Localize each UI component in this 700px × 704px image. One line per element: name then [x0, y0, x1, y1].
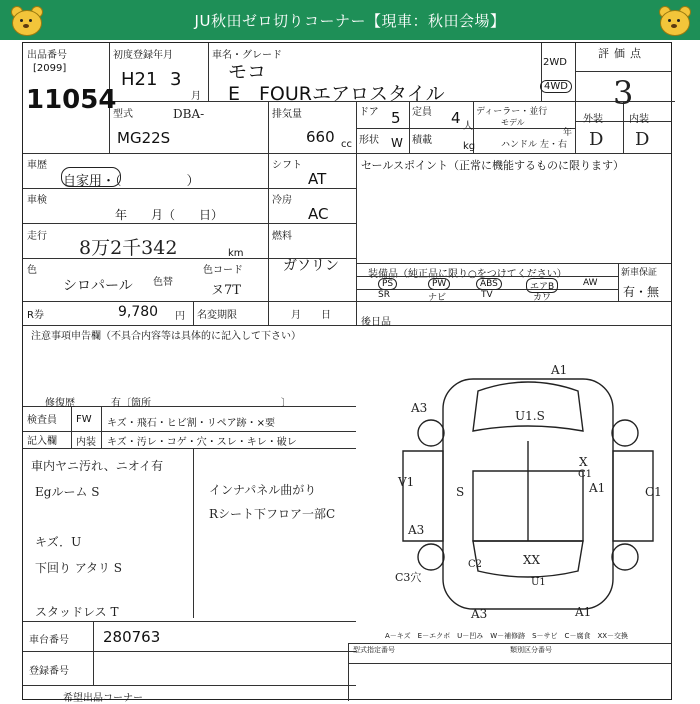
equip-abs: ABS — [476, 278, 502, 290]
equip-sr: SR — [378, 290, 390, 300]
mark-s: S — [456, 485, 465, 499]
mark-v1: V1 — [398, 475, 415, 489]
equip-label: 装備品（純正品に限り○をつけてください） — [368, 269, 567, 280]
header-bar — [0, 0, 700, 40]
mark-xx: XX — [523, 553, 541, 567]
recycle-value: 9,780 — [118, 304, 159, 320]
equip-ps: PS — [378, 278, 397, 290]
new-warranty-label: 新車保証 — [621, 268, 658, 278]
fuel-value: ガソリン — [283, 258, 339, 274]
load-label: 積載 — [412, 135, 432, 146]
disp-label: 排気量 — [272, 109, 302, 120]
mark-a1-side: A1 — [589, 481, 606, 495]
handle-value: 左・右 — [540, 140, 568, 150]
model-year-label: モデル — [501, 118, 525, 127]
recycle-label: R券 — [27, 310, 44, 321]
remark-2: Egルーム S — [35, 485, 100, 499]
shape-value: W — [391, 136, 403, 150]
mileage-unit: km — [228, 248, 244, 259]
score-value: 3 — [613, 74, 634, 112]
dealer-label: ディーラー・並行 — [476, 107, 548, 117]
exterior-label: 外装 — [583, 114, 603, 125]
disp-value: 660 — [306, 128, 335, 146]
equip-navi: ナビ — [428, 293, 447, 303]
chassis-value: 280763 — [103, 628, 161, 646]
name-change-value: 月 日 — [291, 310, 331, 321]
class-number-label: 類別区分番号 — [510, 646, 552, 654]
doors-label: ドア — [359, 107, 379, 118]
reg-month: 3 — [170, 69, 182, 90]
shift-label: シフト — [272, 160, 302, 171]
history-label: 車歴 — [27, 160, 47, 171]
color-change-label: 色替 — [153, 277, 173, 288]
bear-mascot-icon — [656, 4, 692, 36]
mark-u1s: U1.S — [515, 409, 545, 423]
seats-label: 定員 — [412, 107, 432, 118]
year-unit: 年 — [563, 128, 573, 138]
int-label: 内装 — [76, 437, 96, 448]
mark-c3: C3穴 — [395, 571, 422, 584]
handle-label: ハンドル — [501, 140, 538, 150]
remark-3: キズ．U — [35, 535, 82, 549]
interior-label: 内装 — [629, 114, 649, 125]
history-value: 自家用・（ ） — [63, 174, 200, 189]
shift-value: AT — [308, 170, 327, 188]
model-value: MG22S — [117, 129, 171, 147]
mark-a1-front: A1 — [551, 363, 568, 377]
history-circle — [61, 167, 121, 187]
doors-value: 5 — [391, 109, 401, 127]
shaken-value: 年 月（ 日） — [115, 208, 224, 222]
model-prefix: DBA- — [173, 107, 205, 121]
disp-unit: cc — [341, 139, 352, 150]
color-value: シロパール — [63, 278, 133, 294]
damage-legend: A－キズ E－エクボ U－凹み W－補修跡 S－サビ C－腐食 XX－交換 — [385, 632, 629, 640]
lot-number: 11054 — [26, 85, 117, 115]
sales-label: セールスポイント（正常に機能するものに限ります） — [361, 159, 625, 172]
mark-a3-front: A3 — [411, 401, 428, 415]
ac-label: 冷房 — [272, 195, 292, 206]
seats-value: 4 — [451, 109, 461, 127]
auction-sheet — [22, 42, 672, 704]
mark-a3-mid: A3 — [408, 523, 425, 537]
entry-label: 記入欄 — [27, 436, 57, 447]
recycle-unit: 円 — [175, 311, 185, 322]
remark-4: 下回り アタリ S — [35, 561, 123, 575]
car-name: モコ — [228, 61, 267, 83]
mark-u1: U1 — [531, 577, 546, 588]
drive-2wd: 2WD — [543, 57, 567, 68]
type-number-label: 型式指定番号 — [353, 646, 395, 654]
name-change-label: 名変期限 — [197, 310, 237, 321]
mileage-value: 8万2千342 — [79, 237, 178, 259]
interior-value: D — [635, 129, 650, 150]
footer-text: 希望出品コーナー — [63, 693, 143, 704]
remark-mid-1: インナパネル曲がり — [209, 483, 317, 497]
regno-label: 登録番号 — [29, 666, 69, 677]
name-label: 車名・グレード — [212, 50, 282, 61]
ac-value: AC — [308, 205, 329, 223]
lot-label: 出品番号 — [27, 50, 67, 61]
mark-a1-rear: A1 — [575, 605, 592, 619]
score-label: 評価点 — [598, 47, 646, 60]
seats-unit: 人 — [463, 121, 473, 132]
page-title: JU秋田ゼロ切りコーナー【現車：秋田会場】 — [194, 12, 506, 30]
fuel-label: 燃料 — [272, 231, 292, 242]
mark-a3-rear: A3 — [471, 607, 488, 621]
inspector-label: 検査員 — [27, 415, 57, 426]
lot-sub: [2099] — [33, 63, 67, 74]
load-unit: kg — [463, 141, 476, 152]
equip-leather: カワ — [533, 293, 552, 303]
shaken-label: 車検 — [27, 195, 47, 206]
mark-c2: C2 — [468, 559, 483, 570]
color-code-label: 色コード — [203, 265, 243, 276]
equip-tv: TV — [481, 290, 493, 300]
check-row-1: キズ・飛石・ヒビ割・リペア跡・×要 — [107, 418, 275, 429]
mark-c1-a: C1 — [578, 469, 593, 480]
repair-label: 修復歴 — [45, 398, 75, 409]
repair-value: 有〔箇所 〕 — [111, 398, 291, 409]
equip-aw: AW — [583, 278, 598, 288]
remark-1: 車内ヤニ汚れ、ニオイ有 — [31, 459, 164, 473]
fw-label: FW — [76, 414, 92, 425]
back-door-label: 後日品 — [361, 317, 391, 328]
remark-5: スタッドレス T — [35, 605, 119, 619]
new-warranty-value: 有・無 — [623, 285, 660, 299]
drive-4wd: 4WD — [540, 80, 572, 93]
color-code-value: ヌ7T — [211, 283, 241, 298]
mark-x: X — [579, 455, 588, 469]
color-label: 色 — [27, 265, 37, 276]
first-reg-label: 初度登録年月 — [113, 50, 173, 61]
check-row-2: キズ・汚レ・コゲ・穴・スレ・キレ・破レ — [107, 437, 297, 448]
car-grade: E FOURエアロスタイル — [228, 83, 445, 105]
exterior-value: D — [589, 129, 604, 150]
reg-month-unit: 月 — [191, 91, 201, 102]
mileage-label: 走行 — [27, 231, 47, 242]
remark-mid-2: Rシート下フロア一部C — [209, 507, 336, 521]
equip-pw: PW — [428, 278, 450, 290]
equip-airbag: エアB — [526, 278, 558, 293]
era: H21 — [121, 69, 158, 90]
notes-label: 注意事項申告欄（不具合内容等は具体的に記入して下さい） — [31, 331, 301, 342]
chassis-label: 車台番号 — [29, 635, 69, 646]
shape-label: 形状 — [359, 135, 379, 146]
model-label: 型式 — [113, 109, 133, 120]
mark-c1-b: C1 — [645, 485, 662, 499]
